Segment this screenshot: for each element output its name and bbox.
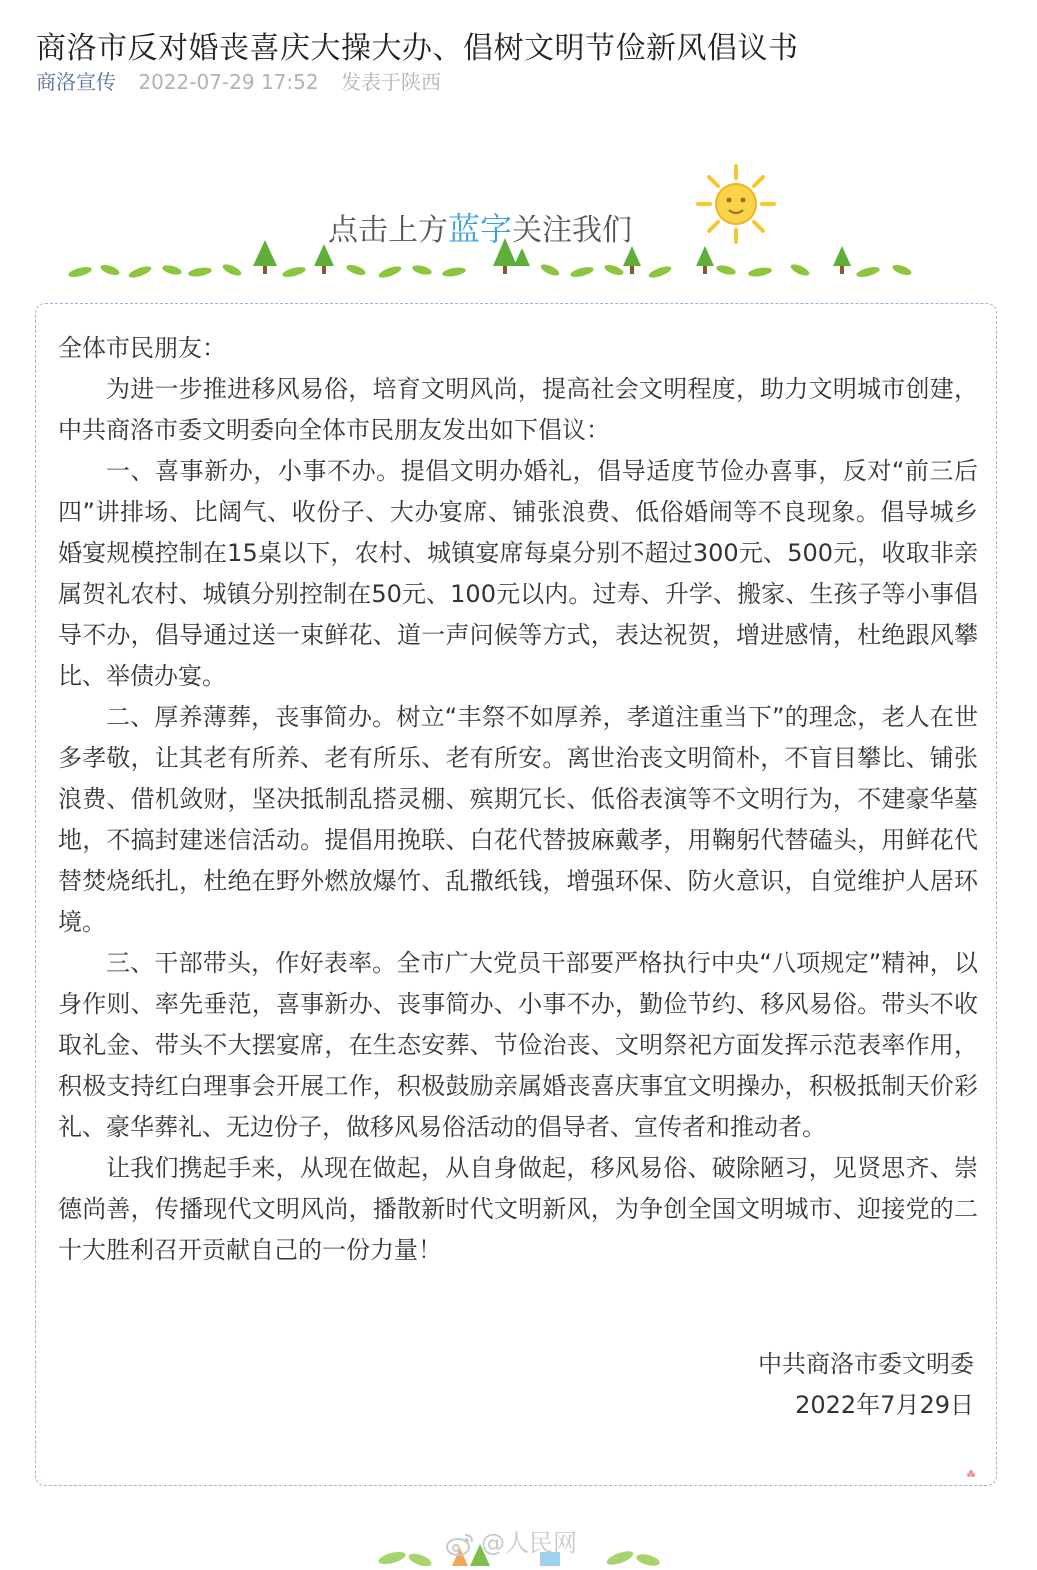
banner-text-highlight: 蓝字 — [448, 210, 513, 248]
leaf-border-decoration — [67, 262, 912, 280]
letter-paragraph: 二、厚养薄葬，丧事简办。树立“丰祭不如厚养，孝道注重当下”的理念，老人在世多孝敬，让其老有所养、老有所乐、老有所安。离世治丧文明简朴，不盲目攀比、铺张浪费、借机敛财，坚决抵制乱搭灵棚、殡期冗长、低俗表演等不文明行为，不建豪华墓地，不搞封建迷信活动。提倡用挽联、白花代替披麻戴孝，用鞠躬代替磕头，用鲜花代替焚烧纸扎，杜绝在野外燃放爆竹、乱撒纸钱，增强环保、防火意识，自觉维护人居环境。 — [58, 703, 978, 936]
flower-icon — [966, 1469, 976, 1479]
weibo-watermark — [445, 1526, 577, 1560]
publish-location: 发表于陕西 — [340, 70, 441, 94]
letter-paragraph: 三、干部带头，作好表率。全市广大党员干部要严格执行中央“八项规定”精神，以身作则、率先垂范，喜事新办、丧事简办、小事不办，勤俭节约、移风易俗。带头不收取礼金、带头不大摆宴席，在生态安葬、节俭治丧、文明祭祀方面发挥示范表率作用，积极支持红白理事会开展工作，积极鼓励亲属婚丧喜庆事宜文明操办，积极抵制天价彩礼、豪华葬礼、无边份子，做移风易俗活动的倡导者、宣传者和推动者。 — [58, 949, 978, 1141]
banner-text-after: 关注我们 — [512, 213, 633, 248]
letter-body — [58, 328, 978, 1271]
weibo-icon — [445, 1531, 475, 1557]
svg-text:点击上方蓝字关注我们 — [328, 210, 632, 248]
signature-date: 2022年7月29日 — [795, 1391, 974, 1419]
letter-salutation: 全体市民朋友： — [58, 334, 226, 362]
follow-us-banner — [60, 160, 930, 290]
letter-paragraph: 让我们携起手来，从现在做起，从自身做起，移风易俗、破除陋习，见贤思齐、崇德尚善，传播现代文明风尚，播散新时代文明新风，为争创全国文明城市、迎接党的二十大胜利召开贡献自己的一份力量！ — [58, 1154, 978, 1264]
signature-org: 中共商洛市委文明委 — [758, 1350, 974, 1378]
banner-text-before: 点击上方 — [328, 213, 448, 248]
follow-banner-graphic — [60, 160, 930, 290]
author-link[interactable]: 商洛宣传 — [36, 70, 116, 94]
letter-signature — [758, 1344, 974, 1426]
letter-paragraph: 为进一步推进移风易俗，培育文明风尚，提高社会文明程度，助力文明城市创建，中共商洛市委文明委向全体市民朋友发出如下倡议： — [58, 375, 978, 444]
watermark-text: @人民网 — [481, 1529, 577, 1557]
publish-time: 2022-07-29 17:52 — [138, 70, 319, 94]
article-meta — [36, 66, 441, 98]
letter-card — [35, 303, 997, 1486]
article-title: 商洛市反对婚丧喜庆大操大办、倡树文明节俭新风倡议书 — [36, 31, 799, 67]
sun-icon — [698, 166, 774, 242]
letter-paragraph: 一、喜事新办，小事不办。提倡文明办婚礼，倡导适度节俭办喜事，反对“前三后四”讲排场、比阔气、收份子、大办宴席、铺张浪费、低俗婚闹等不良现象。倡导城乡婚宴规模控制在15桌以下，农村、城镇宴席每桌分别不超过300元、500元，收取非亲属贺礼农村、城镇分别控制在50元、100元以内。过寿、升学、搬家、生孩子等小事倡导不办，倡导通过送一束鲜花、道一声问候等方式，表达祝贺，增进感情，杜绝跟风攀比、举债办宴。 — [58, 457, 978, 690]
